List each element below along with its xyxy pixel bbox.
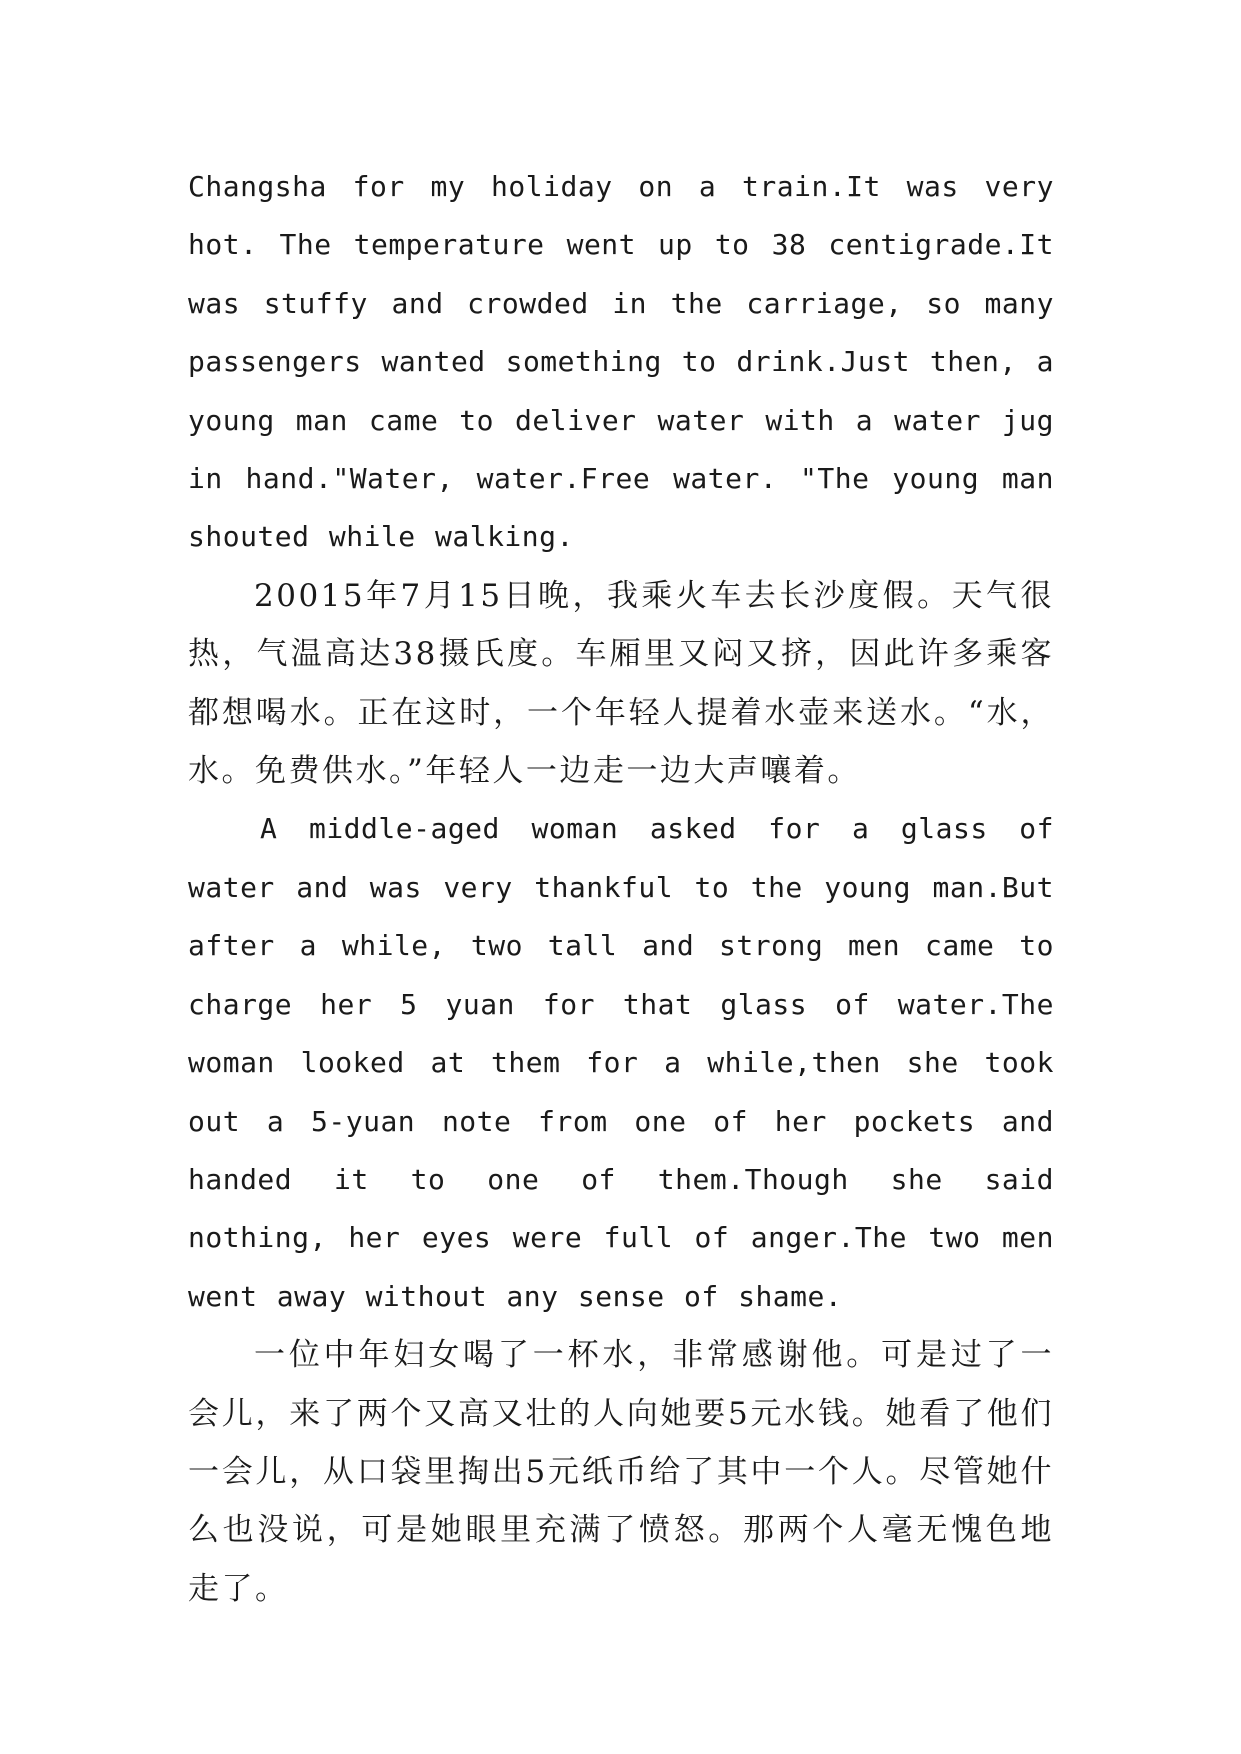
paragraph-chinese-1: 20015年7月15日晚，我乘火车去长沙度假。天气很热，气温高达38摄氏度。车厢里又闷又挤，因此许多乘客都想喝水。正在这时，一个年轻人提着水壶来送水。“水，水。免费供水。”年轻人一边走一边大声嚷着。 — [188, 577, 1054, 790]
paragraph-english-2: A middle-aged woman asked for a glass of water and was very thankful to the young man.But after a while, two tall and strong men came to charge her 5 yuan for that glass of water.The woman looked at them for a while,then she took out a 5-yuan note from one of her pockets and handed it to one of them.Though she said nothing, her eyes were full of anger.The two men went away without any sense of shame. — [188, 812, 1054, 1313]
text-body — [188, 158, 1054, 1618]
paragraph-chinese-2: 一位中年妇女喝了一杯水，非常感谢他。可是过了一会儿，来了两个又高又壮的人向她要5元水钱。她看了他们一会儿，从口袋里掏出5元纸币给了其中一个人。尽管她什么也没说，可是她眼里充满了愤怒。那两个人毫无愧色地走了。 — [188, 1337, 1054, 1607]
paragraph-english-1: Changsha for my holiday on a train.It was very hot. The temperature went up to 38 centigrade.It was stuffy and crowded in the carriage, so many passengers wanted something to drink.Just then, a young man came to deliver water with a water jug in hand."Water, water.Free water. "The young man shouted while walking. — [188, 170, 1054, 554]
